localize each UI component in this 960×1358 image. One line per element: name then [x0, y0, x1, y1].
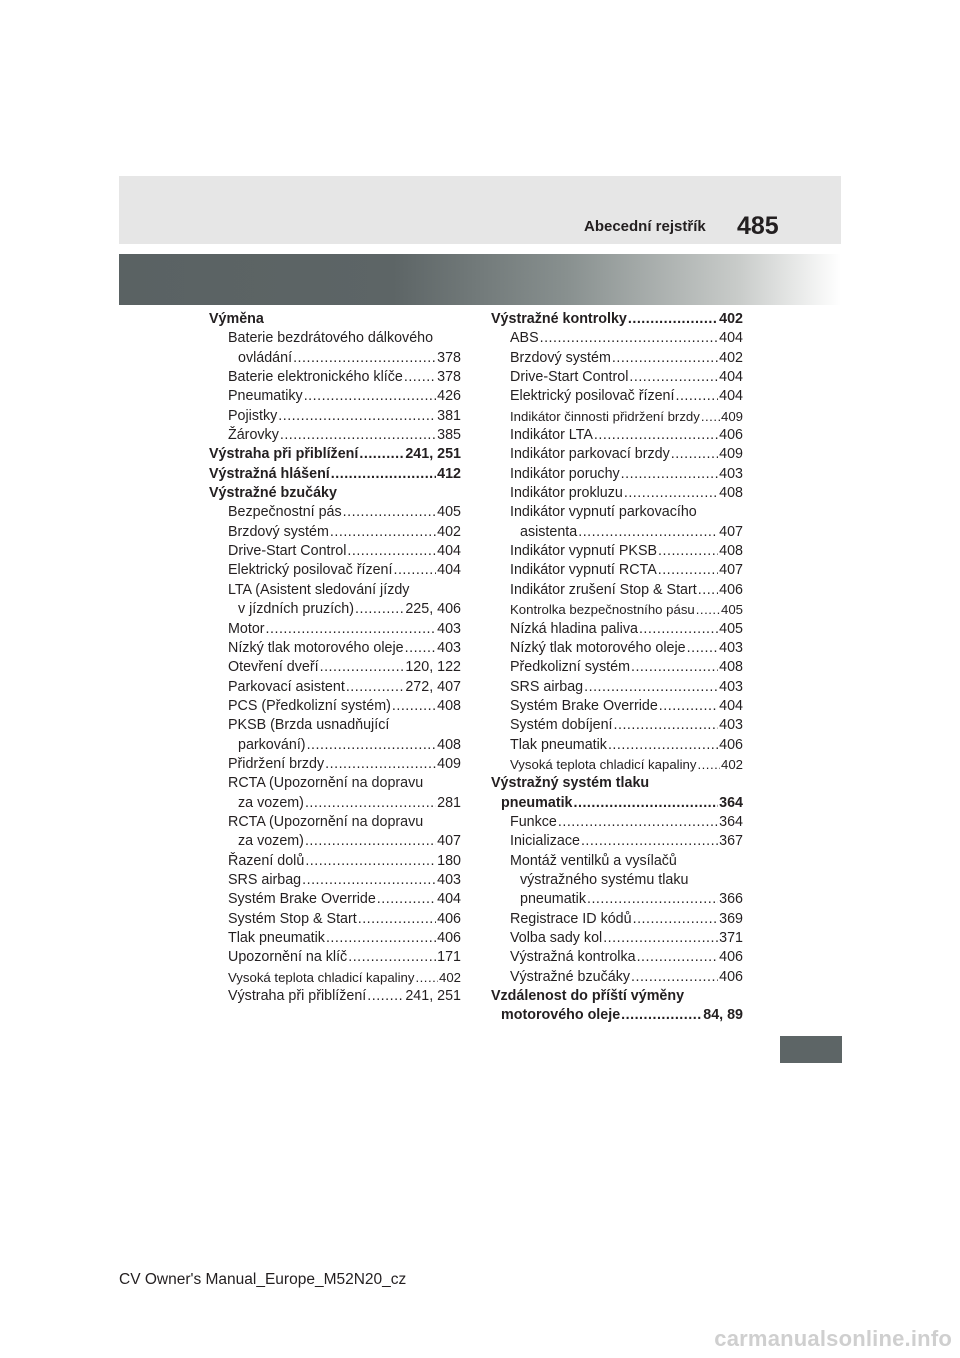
- index-entry-page: 180: [437, 852, 461, 869]
- index-leader-dots: [404, 368, 436, 387]
- index-entry-page: 409: [719, 446, 743, 463]
- index-entry: [491, 716, 743, 735]
- index-entry: [209, 871, 461, 890]
- index-entry-page: 406: [719, 427, 743, 444]
- index-entry-page: 404: [719, 369, 743, 386]
- index-entry: [209, 465, 461, 484]
- index-leader-dots: [278, 407, 436, 426]
- index-entry-term: Vysoká teplota chladicí kapaliny: [510, 756, 697, 772]
- index-entry-page: 406: [719, 949, 743, 966]
- index-entry-term: pneumatik: [501, 794, 573, 811]
- index-entry: [209, 349, 461, 368]
- index-entry-term: Nízká hladina paliva: [510, 620, 638, 637]
- index-entry-term: Parkovací asistent: [228, 678, 345, 695]
- index-entry: [209, 658, 461, 677]
- index-leader-dots: [266, 620, 437, 639]
- index-entry-page: 366: [719, 891, 743, 908]
- index-entry-page: 403: [719, 465, 743, 482]
- index-leader-dots: [358, 910, 436, 929]
- index-leader-dots: [347, 542, 436, 561]
- index-entry-page: 385: [437, 427, 461, 444]
- index-leader-dots: [581, 832, 718, 851]
- index-entry-page: 405: [719, 620, 743, 637]
- index-entry-page: 381: [437, 407, 461, 424]
- section-tab-marker: [780, 1036, 842, 1063]
- index-entry: [491, 832, 743, 851]
- index-entry-page: 407: [719, 562, 743, 579]
- index-entry: [491, 465, 743, 484]
- index-heading: Montáž ventilků a vysílačů: [510, 852, 677, 869]
- index-leader-dots: [578, 523, 718, 542]
- index-entry: [491, 581, 743, 600]
- index-leader-dots: [603, 929, 718, 948]
- index-entry: [209, 620, 461, 639]
- index-entry: [491, 755, 743, 774]
- index-leader-dots: [659, 697, 718, 716]
- index-entry: [209, 368, 461, 387]
- index-entry-term: Funkce: [510, 813, 557, 830]
- index-entry-term: Drive-Start Control: [228, 543, 347, 560]
- index-entry-term: Otevření dveří: [228, 659, 319, 676]
- index-leader-dots: [305, 794, 436, 813]
- index-entry-page: 402: [437, 523, 461, 540]
- index-entry-page: 403: [719, 678, 743, 695]
- header-gradient-bar: [119, 254, 841, 305]
- index-entry-term: Indikátor poruchy: [510, 465, 620, 482]
- index-entry: [209, 736, 461, 755]
- index-entry-term: Výstražná hlášení: [209, 465, 330, 482]
- index-entry-page: 408: [437, 697, 461, 714]
- index-entry-page: 408: [437, 736, 461, 753]
- index-leader-dots: [330, 523, 436, 542]
- index-entry-page: 402: [720, 756, 743, 772]
- index-entry-page: 406: [437, 930, 461, 946]
- index-entry-page: 406: [719, 968, 743, 985]
- index-entry: [491, 948, 743, 967]
- index-entry-term: za vozem): [238, 794, 304, 811]
- index-entry: [491, 929, 743, 948]
- index-entry: [209, 426, 461, 445]
- index-entry-page: 378: [437, 349, 461, 366]
- index-entry-term: Indikátor prokluzu: [510, 485, 623, 502]
- index-leader-dots: [302, 871, 436, 890]
- index-entry-page: 241, 251: [405, 988, 461, 1005]
- index-leader-dots: [558, 813, 718, 832]
- index-entry: [209, 542, 461, 561]
- index-entry: [209, 890, 461, 909]
- index-entry-term: Systém Stop & Start: [228, 910, 357, 927]
- index-leader-dots: [621, 465, 718, 484]
- index-leader-dots: [405, 639, 437, 658]
- index-leader-dots: [658, 542, 718, 561]
- index-heading: PKSB (Brzda usnadňující: [228, 717, 390, 734]
- index-entry-page: 405: [720, 602, 743, 618]
- index-entry: [491, 368, 743, 387]
- index-entry-page: 409: [720, 408, 743, 424]
- index-entry-term: Tlak pneumatik: [228, 930, 325, 946]
- index-leader-dots: [698, 581, 718, 600]
- section-title: Abecední rejstřík: [584, 218, 706, 235]
- index-leader-dots: [658, 561, 718, 580]
- index-entry-page: 402: [719, 349, 743, 366]
- index-leader-dots: [305, 852, 436, 871]
- index-leader-dots: [639, 620, 718, 639]
- index-leader-dots: [594, 426, 718, 445]
- index-entry-page: 406: [719, 581, 743, 598]
- index-entry-page: 407: [719, 523, 743, 540]
- index-entry-term: Indikátor činnosti přidržení brzdy: [510, 408, 700, 424]
- index-entry: [491, 523, 743, 542]
- page-number: 485: [737, 212, 779, 240]
- index-heading: RCTA (Upozornění na dopravu: [228, 813, 424, 830]
- index-leader-dots: [367, 987, 404, 1006]
- index-leader-dots: [624, 484, 718, 503]
- index-leader-dots: [631, 658, 718, 677]
- index-entry-page: 403: [437, 620, 461, 637]
- index-entry-term: parkování): [238, 736, 306, 753]
- index-entry-term: pneumatik: [520, 891, 586, 908]
- index-entry-page: 408: [719, 485, 743, 502]
- index-entry-page: 225, 406: [405, 601, 461, 618]
- index-entry-term: Výstražné kontrolky: [491, 311, 627, 327]
- index-leader-dots: [631, 968, 718, 987]
- index-entry-page: 403: [437, 871, 461, 888]
- index-heading: výstražného systému tlaku: [520, 871, 689, 888]
- index-entry-page: 403: [719, 717, 743, 734]
- index-entry-page: 403: [719, 639, 743, 656]
- index-entry: [209, 445, 461, 464]
- index-leader-dots: [355, 600, 404, 619]
- index-entry-page: 378: [437, 369, 461, 386]
- index-entry: [209, 929, 461, 948]
- index-entry-page: 407: [437, 833, 461, 850]
- index-entry: [209, 832, 461, 851]
- index-entry: [209, 387, 461, 406]
- index-leader-dots: [305, 832, 436, 851]
- index-heading: Výstražné bzučáky: [209, 485, 337, 502]
- index-entry: [491, 658, 743, 677]
- index-leader-dots: [671, 445, 718, 464]
- index-heading: Výměna: [209, 311, 264, 327]
- index-entry: [491, 426, 743, 445]
- index-leader-dots: [614, 716, 719, 735]
- index-entry: [491, 968, 743, 987]
- index-entry-term: Indikátor zrušení Stop & Start: [510, 581, 697, 598]
- index-entry: [209, 600, 461, 619]
- index-entry-page: 404: [437, 562, 461, 579]
- index-leader-dots: [574, 794, 719, 813]
- index-entry: [491, 1006, 743, 1025]
- index-entry-term: Předkolizní systém: [510, 659, 630, 676]
- index-leader-dots: [584, 678, 718, 697]
- index-entry-page: 406: [437, 910, 461, 927]
- index-entry-term: Bezpečnostní pás: [228, 504, 342, 521]
- index-leader-dots: [280, 426, 436, 445]
- index-entry-term: Nízký tlak motorového oleje: [510, 639, 686, 656]
- index-entry: [491, 310, 743, 329]
- index-entry-term: v jízdních pruzích): [238, 601, 355, 618]
- index-entry-term: Řazení dolů: [228, 852, 305, 869]
- index-heading: Výstražný systém tlaku: [491, 775, 650, 792]
- index-entry-page: 406: [719, 736, 743, 753]
- index-entry-term: ABS: [510, 330, 539, 347]
- index-entry: [209, 678, 461, 697]
- index-entry-term: Systém dobíjení: [510, 717, 613, 734]
- index-entry-term: SRS airbag: [228, 871, 302, 888]
- index-entry-term: Žárovky: [228, 427, 279, 444]
- index-entry-term: Indikátor vypnutí RCTA: [510, 562, 657, 579]
- index-leader-dots: [701, 407, 720, 426]
- index-entry-term: Kontrolka bezpečnostního pásu: [510, 602, 695, 618]
- index-entry-term: ovládání: [238, 349, 293, 366]
- index-leader-dots: [608, 736, 718, 755]
- index-entry: [491, 349, 743, 368]
- index-entry-term: PCS (Předkolizní systém): [228, 697, 391, 714]
- index-entry-term: Elektrický posilovač řízení: [228, 562, 393, 579]
- index-entry-term: Systém Brake Override: [510, 697, 658, 714]
- index-leader-dots: [696, 600, 720, 619]
- index-entry: [209, 523, 461, 542]
- index-entry: [491, 561, 743, 580]
- index-entry-page: 404: [437, 543, 461, 560]
- index-entry-term: Vysoká teplota chladicí kapaliny: [228, 969, 415, 985]
- index-entry-page: 404: [719, 388, 743, 405]
- index-entry-page: 405: [437, 504, 461, 521]
- index-entry-term: Přidržení brzdy: [228, 755, 325, 772]
- index-leader-dots: [540, 329, 719, 348]
- index-entry-term: Nízký tlak motorového oleje: [228, 639, 404, 656]
- index-heading: RCTA (Upozornění na dopravu: [228, 775, 424, 792]
- index-entry: [209, 910, 461, 929]
- index-leader-dots: [675, 387, 718, 406]
- index-entry-page: 272, 407: [405, 678, 461, 695]
- index-leader-dots: [633, 910, 719, 929]
- footer-manual-id: CV Owner's Manual_Europe_M52N20_cz: [119, 1271, 407, 1288]
- index-leader-dots: [415, 968, 438, 987]
- index-leader-dots: [359, 445, 404, 464]
- index-leader-dots: [326, 929, 436, 948]
- index-leader-dots: [393, 561, 436, 580]
- index-entry: [209, 561, 461, 580]
- index-leader-dots: [392, 697, 436, 716]
- index-entry-term: Indikátor parkovací brzdy: [510, 446, 670, 463]
- index-entry-page: 364: [719, 794, 743, 811]
- index-entry-page: 367: [719, 833, 743, 850]
- index-entry-term: motorového oleje: [501, 1007, 621, 1024]
- index-entry-page: 369: [719, 910, 743, 927]
- index-entry: [491, 910, 743, 929]
- index-heading: Indikátor vypnutí parkovacího: [510, 504, 697, 521]
- index-entry-page: 402: [719, 311, 743, 327]
- index-entry: [491, 387, 743, 406]
- index-entry-page: 364: [719, 813, 743, 830]
- index-entry: [491, 329, 743, 348]
- index-leader-dots: [293, 349, 436, 368]
- index-entry-page: 241, 251: [405, 446, 461, 463]
- index-entry: [209, 755, 461, 774]
- index-entry-term: Registrace ID kódů: [510, 910, 632, 927]
- index-entry: [209, 697, 461, 716]
- index-entry: [491, 678, 743, 697]
- index-entry: [491, 445, 743, 464]
- index-entry-page: 404: [437, 891, 461, 908]
- index-entry-page: 412: [437, 465, 461, 482]
- index-heading: LTA (Asistent sledování jízdy: [228, 581, 410, 598]
- index-entry-term: Motor: [228, 620, 265, 637]
- index-entry: [491, 484, 743, 503]
- header-band: [119, 176, 841, 244]
- index-entry: [209, 639, 461, 658]
- index-entry: [491, 620, 743, 639]
- index-leader-dots: [628, 310, 718, 329]
- index-heading: Vzdálenost do příští výměny: [491, 988, 685, 1005]
- index-entry: [491, 542, 743, 561]
- index-entry-term: asistenta: [520, 523, 578, 540]
- index-leader-dots: [612, 349, 718, 368]
- index-entry: [491, 639, 743, 658]
- index-entry-page: 404: [719, 697, 743, 714]
- index-leader-dots: [687, 639, 719, 658]
- index-entry-term: Baterie elektronického klíče: [228, 369, 403, 386]
- index-entry-term: Brzdový systém: [510, 349, 611, 366]
- index-entry-term: Inicializace: [510, 833, 580, 850]
- index-leader-dots: [343, 503, 436, 522]
- index-entry-term: Volba sady kol: [510, 930, 603, 946]
- index-heading: Baterie bezdrátového dálkového: [228, 330, 434, 347]
- index-entry: [209, 794, 461, 813]
- index-entry: [209, 987, 461, 1006]
- index-leader-dots: [377, 890, 436, 909]
- index-entry-page: 84, 89: [703, 1007, 743, 1024]
- index-leader-dots: [346, 678, 405, 697]
- index-entry: [209, 407, 461, 426]
- index-entry-page: 402: [438, 969, 461, 985]
- index-entry-page: 408: [719, 659, 743, 676]
- index-leader-dots: [621, 1006, 702, 1025]
- index-entry-term: Drive-Start Control: [510, 369, 629, 386]
- index-entry-term: Elektrický posilovač řízení: [510, 388, 675, 405]
- index-leader-dots: [637, 948, 719, 967]
- index-leader-dots: [320, 658, 405, 677]
- index-entry: [209, 503, 461, 522]
- index-entry: [491, 407, 743, 426]
- index-entry-term: Indikátor LTA: [510, 427, 593, 444]
- index-column-left: [209, 310, 461, 1006]
- index-leader-dots: [587, 890, 718, 909]
- index-entry-term: Výstražné bzučáky: [510, 968, 630, 985]
- index-entry-page: 409: [437, 755, 461, 772]
- index-entry-term: Upozornění na klíč: [228, 949, 348, 966]
- index-entry-page: 171: [437, 949, 461, 966]
- index-entry-term: Pneumatiky: [228, 388, 303, 405]
- index-entry-page: 371: [719, 930, 743, 946]
- index-entry: [491, 600, 743, 619]
- index-entry-term: Výstraha při přiblížení: [228, 988, 367, 1005]
- index-leader-dots: [331, 465, 436, 484]
- index-entry-page: 426: [437, 388, 461, 405]
- index-entry: [491, 890, 743, 909]
- index-leader-dots: [629, 368, 718, 387]
- index-entry-page: 404: [719, 330, 743, 347]
- index-leader-dots: [697, 755, 720, 774]
- index-entry-term: Výstražná kontrolka: [510, 949, 636, 966]
- index-entry: [209, 948, 461, 967]
- index-column-right: [491, 310, 743, 1026]
- index-entry-term: za vozem): [238, 833, 304, 850]
- index-entry-term: Brzdový systém: [228, 523, 329, 540]
- index-entry: [491, 794, 743, 813]
- index-entry-term: Indikátor vypnutí PKSB: [510, 543, 658, 560]
- index-leader-dots: [348, 948, 436, 967]
- index-entry: [209, 852, 461, 871]
- index-entry-term: SRS airbag: [510, 678, 584, 695]
- index-entry-page: 408: [719, 543, 743, 560]
- index-entry: [491, 736, 743, 755]
- index-entry: [491, 813, 743, 832]
- index-entry: [209, 968, 461, 987]
- index-leader-dots: [325, 755, 436, 774]
- index-entry-term: Systém Brake Override: [228, 891, 376, 908]
- watermark: carmanualsonline.info: [714, 1326, 952, 1351]
- index-entry-page: 281: [437, 794, 461, 811]
- index-entry-page: 403: [437, 639, 461, 656]
- index-leader-dots: [304, 387, 436, 406]
- index-entry-term: Pojistky: [228, 407, 278, 424]
- index-entry-term: Tlak pneumatik: [510, 736, 607, 753]
- index-entry: [491, 697, 743, 716]
- index-entry-page: 120, 122: [405, 659, 461, 676]
- index-leader-dots: [307, 736, 437, 755]
- index-entry-term: Výstraha při přiblížení: [209, 446, 359, 463]
